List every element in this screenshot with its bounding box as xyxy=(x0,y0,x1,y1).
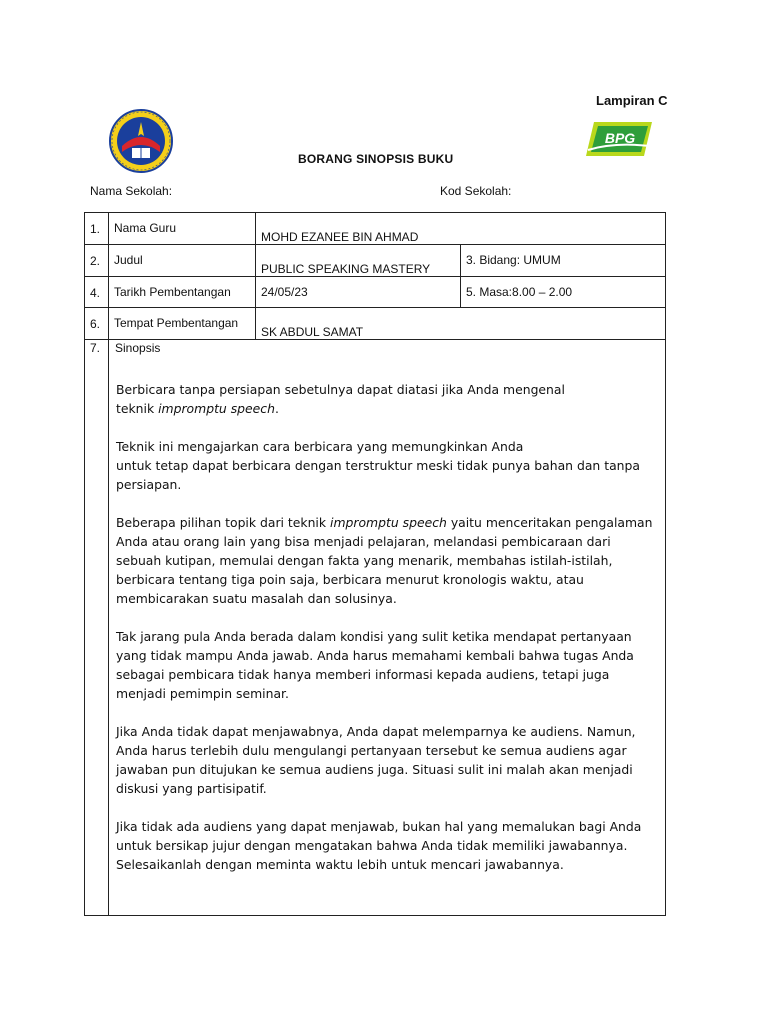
ministry-logo-icon xyxy=(108,108,174,174)
text-span: teknik xyxy=(116,401,159,416)
nama-sekolah-label: Nama Sekolah: xyxy=(90,184,173,198)
bpg-logo-icon xyxy=(584,120,654,158)
form-title: BORANG SINOPSIS BUKU xyxy=(298,152,454,166)
synopsis-paragraph: Tak jarang pula Anda berada dalam kondisi yang sulit ketika mendapat pertanyaan yang tidak mampu Anda jawab. Anda harus memahami kembali bahwa tugas Anda sebagai pembicara tidak hanya memberi informasi kepada audiens, tetapi juga menjadi pemimpin seminar. xyxy=(116,629,634,701)
synopsis-paragraph: Jika Anda tidak dapat menjawabnya, Anda dapat melemparnya ke audiens. Namun, Anda harus terlebih dulu mengulangi pertanyaan tersebut ke semua audiens agar jawaban pun ditujukan ke semua audiens juga. Situasi sulit ini malah akan menjadi diskusi yang partisipatif. xyxy=(116,724,636,796)
text-span: . xyxy=(274,401,279,416)
synopsis-text xyxy=(116,380,656,893)
row-number: 4. xyxy=(85,277,109,308)
table-row xyxy=(85,308,666,340)
field-value-tempat: SK ABDUL SAMAT xyxy=(256,308,666,340)
field-label-nama-guru: Nama Guru xyxy=(109,213,256,245)
synopsis-paragraph xyxy=(116,380,656,418)
field-masa: 5. Masa:8.00 – 2.00 xyxy=(461,277,666,308)
lampiran-label: Lampiran C xyxy=(596,93,668,108)
row-number: 7. xyxy=(85,340,109,916)
text-span: untuk tetap dapat berbicara dengan terstruktur meski tidak punya bahan dan tanpa persiapan. xyxy=(116,458,640,492)
field-value-tarikh: 24/05/23 xyxy=(256,277,461,308)
field-label-tarikh: Tarikh Pembentangan xyxy=(109,277,256,308)
row-number: 6. xyxy=(85,308,109,340)
text-span: Berbicara tanpa persiapan sebetulnya dapat diatasi jika Anda mengenal xyxy=(116,382,565,397)
table-row xyxy=(85,245,666,277)
kod-sekolah-label: Kod Sekolah: xyxy=(440,184,512,198)
text-span: Beberapa pilihan topik dari teknik xyxy=(116,515,330,530)
table-row xyxy=(85,277,666,308)
field-label-sinopsis: Sinopsis xyxy=(109,340,666,916)
svg-text:BPG: BPG xyxy=(604,130,636,146)
field-bidang: 3. Bidang: UMUM xyxy=(461,245,666,277)
row-number: 2. xyxy=(85,245,109,277)
row-number: 1. xyxy=(85,213,109,245)
field-value-nama-guru: MOHD EZANEE BIN AHMAD xyxy=(256,213,666,245)
field-label-tempat: Tempat Pembentangan xyxy=(109,308,256,340)
synopsis-paragraph xyxy=(116,437,656,494)
text-span: Teknik ini mengajarkan cara berbicara yang memungkinkan Anda xyxy=(116,439,524,454)
synopsis-paragraph xyxy=(116,513,656,608)
field-label-judul: Judul xyxy=(109,245,256,277)
text-span: yaitu menceritakan pengalaman Anda atau orang lain yang bisa menjadi pelajaran, melandasi pembicaraan dari sebuah kutipan, memulai dengan fakta yang menarik, membahas istilah-istilah, berbicara tentang tiga poin saja, berbicara menurut kronologis waktu, atau membicarakan suatu masalah dan solusinya. xyxy=(116,515,653,606)
table-row xyxy=(85,213,666,245)
italic-term: impromptu speech xyxy=(158,401,275,416)
field-value-judul: PUBLIC SPEAKING MASTERY xyxy=(256,245,461,277)
italic-term: impromptu speech xyxy=(330,515,447,530)
synopsis-paragraph: Jika tidak ada audiens yang dapat menjawab, bukan hal yang memalukan bagi Anda untuk bersikap jujur dengan mengatakan bahwa Anda tidak memiliki jawabannya. Selesaikanlah dengan meminta waktu lebih untuk mencari jawabannya. xyxy=(116,819,642,872)
